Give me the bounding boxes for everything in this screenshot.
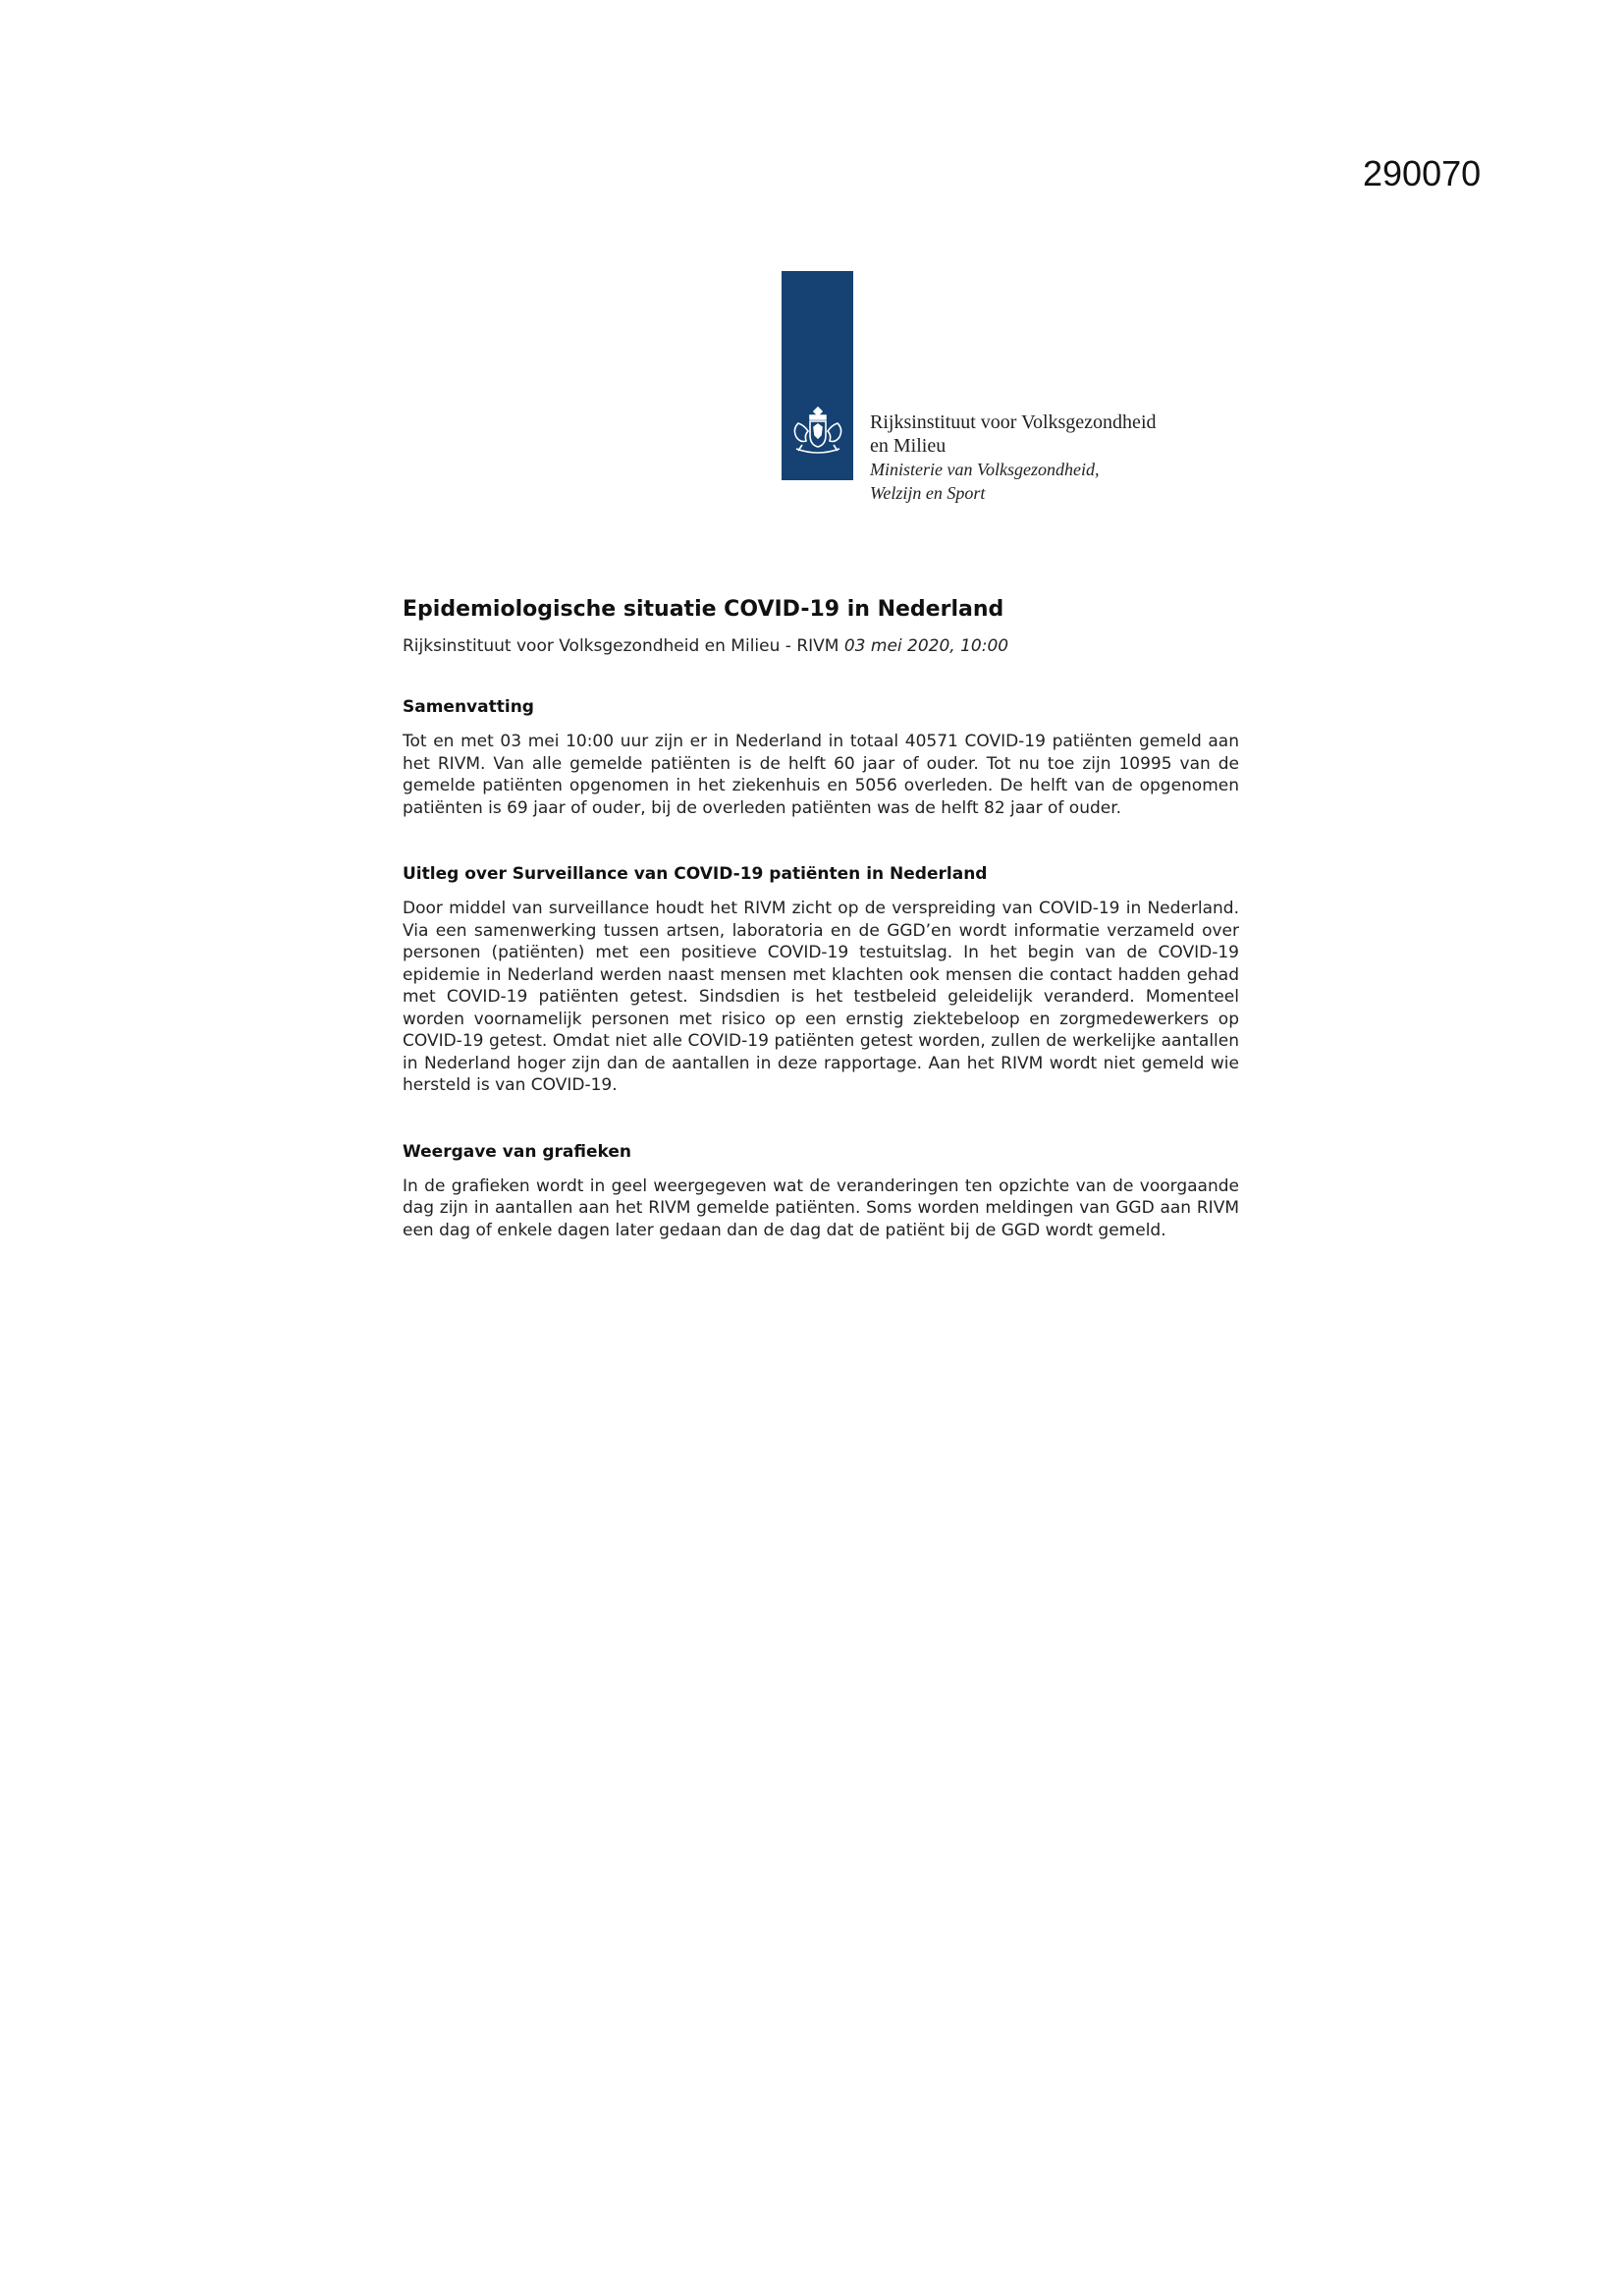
section-samenvatting — [403, 695, 1239, 819]
section-grafieken — [403, 1140, 1239, 1242]
document-title: Epidemiologische situatie COVID-19 in Nederland — [403, 597, 1004, 622]
document-byline — [403, 634, 1239, 658]
ministry-name-line2: Welzijn en Sport — [870, 483, 986, 503]
section-heading: Weergave van grafieken — [403, 1141, 631, 1162]
section-surveillance — [403, 862, 1239, 1097]
coat-of-arms-icon — [788, 404, 847, 459]
ministry-name-line1: Ministerie van Volksgezondheid, — [870, 460, 1100, 479]
section-body: Tot en met 03 mei 10:00 uur zijn er in Nederland in totaal 40571 COVID-19 patiënten gemeld aan het RIVM. Van alle gemelde patiënten is de helft 60 jaar of ouder. Tot nu toe zijn 10995 van de gemelde patiënten opgenomen in het ziekenhuis en 5056 overleden. De helft van de opgenomen patiënten is 69 jaar of ouder, bij de overleden patiënten was de helft 82 jaar of ouder. — [403, 732, 1239, 818]
byline-source: Rijksinstituut voor Volksgezondheid en Milieu - RIVM — [403, 636, 839, 656]
document-number: 290070 — [1363, 153, 1482, 193]
institute-name-line2: en Milieu — [870, 435, 947, 457]
section-body: In de grafieken wordt in geel weergegeven wat de veranderingen ten opzichte van de voorgaande dag zijn in aantallen aan het RIVM gemelde patiënten. Soms worden meldingen van GGD aan RIVM een dag of enkele dagen later gedaan dan de dag dat de patiënt bij de GGD wordt gemeld. — [403, 1175, 1239, 1240]
institute-logo-text — [870, 410, 1157, 505]
section-heading: Uitleg over Surveillance van COVID-19 patiënten in Nederland — [403, 864, 988, 884]
byline-date: 03 mei 2020, 10:00 — [843, 636, 1009, 656]
document-content — [403, 595, 1239, 1241]
section-heading: Samenvatting — [403, 697, 534, 717]
logo-bar — [782, 271, 853, 480]
institute-name-line1: Rijksinstituut voor Volksgezondheid — [870, 411, 1157, 433]
section-body: Door middel van surveillance houdt het RIVM zicht op de verspreiding van COVID-19 in Nederland. Via een samenwerking tussen artsen, laboratoria en de GGD’en wordt informatie verzameld over personen (patiënten) met een positieve COVID-19 testuitslag. In het begin van de COVID-19 epidemie in Nederland werden naast mensen met klachten ook mensen die contact hadden gehad met COVID-19 patiënten getest. Sindsdien is het testbeleid geleidelijk veranderd. Momenteel worden voornamelijk personen met risico op een ernstig ziektebeloop en zorgmedewerkers op COVID-19 getest. Omdat niet alle COVID-19 patiënten getest worden, zullen de werkelijke aantallen in Nederland hoger zijn dan de aantallen in deze rapportage. Aan het RIVM wordt niet gemeld wie hersteld is van COVID-19. — [403, 899, 1239, 1095]
